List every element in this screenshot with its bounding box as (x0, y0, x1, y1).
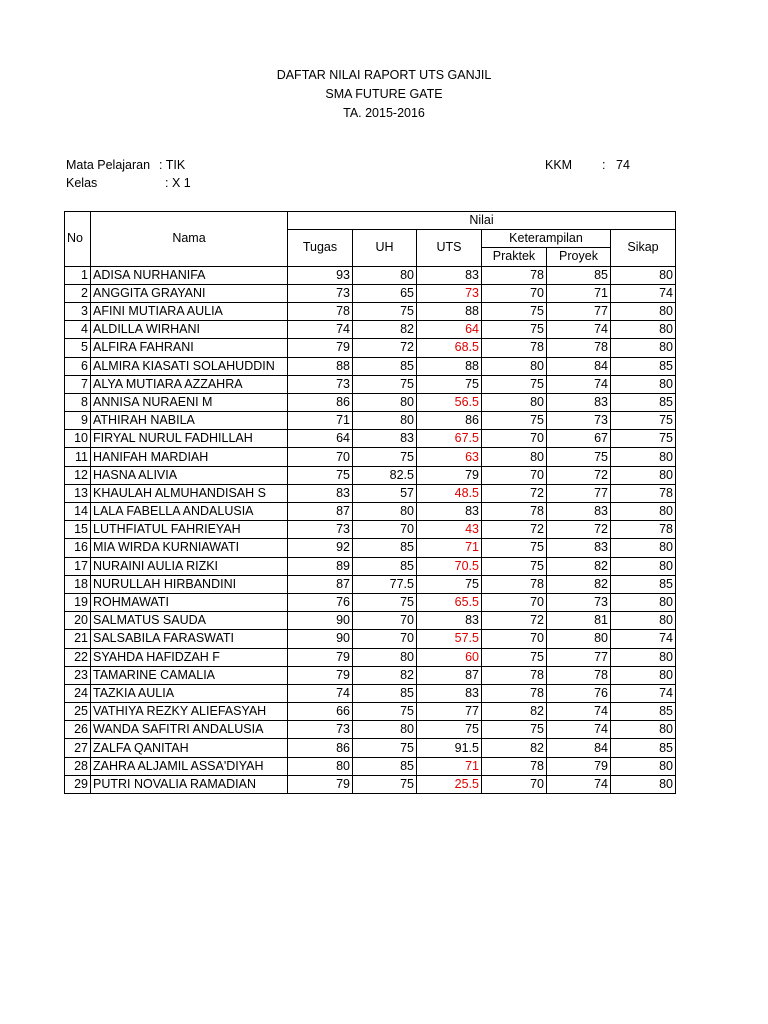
cell-proyek: 74 (547, 775, 611, 793)
cell-praktek: 80 (482, 448, 547, 466)
cell-uts: 68.5 (417, 339, 482, 357)
cell-proyek: 83 (547, 503, 611, 521)
cell-proyek: 77 (547, 648, 611, 666)
cell-praktek: 80 (482, 393, 547, 411)
cell-nama: FIRYAL NURUL FADHILLAH (91, 430, 288, 448)
cell-nama: ALYA MUTIARA AZZAHRA (91, 375, 288, 393)
cell-uh: 72 (353, 339, 417, 357)
cell-uts: 63 (417, 448, 482, 466)
table-row (65, 721, 676, 739)
table-row (65, 612, 676, 630)
cell-uh: 85 (353, 357, 417, 375)
cell-nama: AFINI MUTIARA AULIA (91, 302, 288, 320)
table-row (65, 466, 676, 484)
cell-praktek: 75 (482, 721, 547, 739)
cell-praktek: 72 (482, 484, 547, 502)
cell-praktek: 78 (482, 757, 547, 775)
cell-uh: 80 (353, 721, 417, 739)
cell-sikap: 80 (611, 666, 676, 684)
cell-uh: 75 (353, 739, 417, 757)
table-row (65, 412, 676, 430)
cell-uts: 43 (417, 521, 482, 539)
cell-uts: 75 (417, 721, 482, 739)
cell-no: 5 (65, 339, 91, 357)
cell-uts: 64 (417, 321, 482, 339)
cell-uh: 75 (353, 375, 417, 393)
cell-no: 23 (65, 666, 91, 684)
cell-sikap: 80 (611, 593, 676, 611)
cell-uh: 82.5 (353, 466, 417, 484)
cell-sikap: 74 (611, 630, 676, 648)
cell-proyek: 75 (547, 448, 611, 466)
cell-nama: TAMARINE CAMALIA (91, 666, 288, 684)
title-line-1: DAFTAR NILAI RAPORT UTS GANJIL (276, 68, 492, 82)
cell-no: 26 (65, 721, 91, 739)
cell-tugas: 64 (288, 430, 353, 448)
cell-nama: PUTRI NOVALIA RAMADIAN (91, 775, 288, 793)
cell-uts: 91.5 (417, 739, 482, 757)
table-row (65, 266, 676, 284)
cell-tugas: 76 (288, 593, 353, 611)
cell-tugas: 87 (288, 575, 353, 593)
table-row (65, 375, 676, 393)
cell-praktek: 70 (482, 430, 547, 448)
cell-sikap: 80 (611, 448, 676, 466)
table-row (65, 630, 676, 648)
cell-uh: 57 (353, 484, 417, 502)
col-uh-header: UH (353, 230, 417, 266)
cell-uh: 85 (353, 684, 417, 702)
cell-nama: KHAULAH ALMUHANDISAH S (91, 484, 288, 502)
col-nama-header: Nama (91, 212, 288, 267)
cell-proyek: 74 (547, 321, 611, 339)
cell-proyek: 80 (547, 630, 611, 648)
cell-uts: 73 (417, 284, 482, 302)
kkm-value: 74 (616, 158, 630, 172)
cell-proyek: 85 (547, 266, 611, 284)
cell-proyek: 71 (547, 284, 611, 302)
cell-tugas: 71 (288, 412, 353, 430)
cell-no: 6 (65, 357, 91, 375)
table-row (65, 484, 676, 502)
table-row (65, 430, 676, 448)
table-row (65, 539, 676, 557)
cell-sikap: 75 (611, 430, 676, 448)
cell-sikap: 74 (611, 684, 676, 702)
title-line-2: SMA FUTURE GATE (325, 87, 443, 101)
cell-proyek: 84 (547, 739, 611, 757)
cell-proyek: 82 (547, 575, 611, 593)
cell-proyek: 79 (547, 757, 611, 775)
cell-no: 27 (65, 739, 91, 757)
cell-proyek: 77 (547, 484, 611, 502)
cell-nama: ANNISA NURAENI M (91, 393, 288, 411)
cell-nama: VATHIYA REZKY ALIEFASYAH (91, 703, 288, 721)
cell-uh: 75 (353, 448, 417, 466)
cell-proyek: 81 (547, 612, 611, 630)
cell-proyek: 72 (547, 466, 611, 484)
cell-tugas: 66 (288, 703, 353, 721)
cell-no: 9 (65, 412, 91, 430)
cell-proyek: 76 (547, 684, 611, 702)
cell-uts: 79 (417, 466, 482, 484)
cell-praktek: 70 (482, 630, 547, 648)
cell-nama: ALDILLA WIRHANI (91, 321, 288, 339)
kkm-separator: : (602, 158, 606, 172)
cell-sikap: 85 (611, 739, 676, 757)
cell-nama: WANDA SAFITRI ANDALUSIA (91, 721, 288, 739)
cell-tugas: 73 (288, 521, 353, 539)
cell-praktek: 75 (482, 557, 547, 575)
cell-nama: SALSABILA FARASWATI (91, 630, 288, 648)
subject-label: Mata Pelajaran (66, 158, 151, 172)
class-value: : X 1 (165, 176, 191, 190)
cell-praktek: 70 (482, 775, 547, 793)
cell-uts: 75 (417, 575, 482, 593)
cell-nama: ANGGITA GRAYANI (91, 284, 288, 302)
cell-uts: 48.5 (417, 484, 482, 502)
cell-sikap: 80 (611, 721, 676, 739)
cell-tugas: 88 (288, 357, 353, 375)
cell-uts: 83 (417, 684, 482, 702)
cell-tugas: 74 (288, 684, 353, 702)
cell-uh: 70 (353, 612, 417, 630)
cell-sikap: 78 (611, 521, 676, 539)
cell-nama: ADISA NURHANIFA (91, 266, 288, 284)
cell-no: 20 (65, 612, 91, 630)
cell-nama: SALMATUS SAUDA (91, 612, 288, 630)
grades-table (64, 211, 676, 794)
table-row (65, 775, 676, 793)
document-title (0, 66, 768, 123)
cell-no: 29 (65, 775, 91, 793)
table-row (65, 593, 676, 611)
cell-proyek: 83 (547, 393, 611, 411)
cell-uh: 82 (353, 321, 417, 339)
cell-uts: 88 (417, 357, 482, 375)
cell-uts: 87 (417, 666, 482, 684)
cell-uts: 88 (417, 302, 482, 320)
col-sikap-header: Sikap (611, 230, 676, 266)
cell-tugas: 90 (288, 612, 353, 630)
cell-tugas: 89 (288, 557, 353, 575)
cell-nama: MIA WIRDA KURNIAWATI (91, 539, 288, 557)
cell-praktek: 78 (482, 339, 547, 357)
cell-nama: LUTHFIATUL FAHRIEYAH (91, 521, 288, 539)
cell-uh: 75 (353, 703, 417, 721)
cell-tugas: 83 (288, 484, 353, 502)
cell-praktek: 78 (482, 575, 547, 593)
cell-nama: HASNA ALIVIA (91, 466, 288, 484)
cell-proyek: 77 (547, 302, 611, 320)
cell-praktek: 78 (482, 666, 547, 684)
cell-uh: 85 (353, 557, 417, 575)
cell-tugas: 79 (288, 775, 353, 793)
cell-proyek: 83 (547, 539, 611, 557)
cell-no: 25 (65, 703, 91, 721)
cell-nama: LALA FABELLA ANDALUSIA (91, 503, 288, 521)
cell-uts: 25.5 (417, 775, 482, 793)
cell-sikap: 80 (611, 648, 676, 666)
cell-sikap: 80 (611, 339, 676, 357)
cell-proyek: 74 (547, 703, 611, 721)
table-row (65, 503, 676, 521)
cell-uts: 83 (417, 503, 482, 521)
table-row (65, 648, 676, 666)
cell-tugas: 87 (288, 503, 353, 521)
cell-no: 24 (65, 684, 91, 702)
cell-praktek: 82 (482, 739, 547, 757)
cell-nama: ALFIRA FAHRANI (91, 339, 288, 357)
cell-sikap: 80 (611, 503, 676, 521)
cell-uh: 70 (353, 630, 417, 648)
table-row (65, 357, 676, 375)
cell-nama: ZALFA QANITAH (91, 739, 288, 757)
cell-praktek: 70 (482, 593, 547, 611)
table-row (65, 302, 676, 320)
cell-uh: 75 (353, 593, 417, 611)
cell-nama: SYAHDA HAFIDZAH F (91, 648, 288, 666)
cell-sikap: 85 (611, 393, 676, 411)
table-row (65, 284, 676, 302)
table-row (65, 557, 676, 575)
cell-no: 14 (65, 503, 91, 521)
col-proyek-header: Proyek (547, 248, 611, 266)
cell-proyek: 72 (547, 521, 611, 539)
cell-sikap: 80 (611, 612, 676, 630)
cell-tugas: 74 (288, 321, 353, 339)
title-line-3: TA. 2015-2016 (343, 106, 425, 120)
cell-uh: 82 (353, 666, 417, 684)
cell-uh: 65 (353, 284, 417, 302)
cell-uh: 83 (353, 430, 417, 448)
cell-nama: HANIFAH MARDIAH (91, 448, 288, 466)
cell-no: 16 (65, 539, 91, 557)
cell-sikap: 80 (611, 375, 676, 393)
table-row (65, 575, 676, 593)
cell-sikap: 80 (611, 321, 676, 339)
cell-nama: ALMIRA KIASATI SOLAHUDDIN (91, 357, 288, 375)
cell-nama: NURAINI AULIA RIZKI (91, 557, 288, 575)
cell-praktek: 75 (482, 375, 547, 393)
cell-sikap: 80 (611, 466, 676, 484)
cell-uh: 70 (353, 521, 417, 539)
cell-sikap: 85 (611, 357, 676, 375)
cell-no: 17 (65, 557, 91, 575)
cell-uts: 67.5 (417, 430, 482, 448)
table-row (65, 321, 676, 339)
col-uts-header: UTS (417, 230, 482, 266)
cell-tugas: 86 (288, 739, 353, 757)
cell-praktek: 75 (482, 412, 547, 430)
col-no-header: No (65, 212, 91, 267)
cell-tugas: 70 (288, 448, 353, 466)
cell-no: 19 (65, 593, 91, 611)
cell-praktek: 75 (482, 648, 547, 666)
cell-nama: TAZKIA AULIA (91, 684, 288, 702)
cell-tugas: 78 (288, 302, 353, 320)
cell-nama: ROHMAWATI (91, 593, 288, 611)
cell-tugas: 79 (288, 666, 353, 684)
cell-tugas: 90 (288, 630, 353, 648)
cell-proyek: 82 (547, 557, 611, 575)
table-row (65, 393, 676, 411)
cell-tugas: 80 (288, 757, 353, 775)
table-row (65, 448, 676, 466)
cell-uts: 57.5 (417, 630, 482, 648)
cell-sikap: 80 (611, 757, 676, 775)
cell-no: 28 (65, 757, 91, 775)
col-praktek-header: Praktek (482, 248, 547, 266)
cell-sikap: 80 (611, 302, 676, 320)
cell-tugas: 93 (288, 266, 353, 284)
cell-no: 15 (65, 521, 91, 539)
cell-sikap: 85 (611, 575, 676, 593)
cell-uh: 80 (353, 503, 417, 521)
cell-proyek: 73 (547, 412, 611, 430)
cell-praktek: 70 (482, 466, 547, 484)
col-tugas-header: Tugas (288, 230, 353, 266)
cell-uts: 70.5 (417, 557, 482, 575)
cell-uh: 80 (353, 393, 417, 411)
cell-proyek: 78 (547, 666, 611, 684)
col-nilai-header: Nilai (288, 212, 676, 230)
table-row (65, 521, 676, 539)
subject-value: : TIK (159, 158, 186, 172)
cell-uts: 86 (417, 412, 482, 430)
cell-praktek: 70 (482, 284, 547, 302)
table-row (65, 703, 676, 721)
cell-no: 10 (65, 430, 91, 448)
cell-praktek: 75 (482, 321, 547, 339)
col-keterampilan-header: Keterampilan (482, 230, 611, 248)
cell-nama: NURULLAH HIRBANDINI (91, 575, 288, 593)
cell-no: 3 (65, 302, 91, 320)
cell-uts: 71 (417, 757, 482, 775)
cell-nama: ZAHRA ALJAMIL ASSA'DIYAH (91, 757, 288, 775)
cell-sikap: 80 (611, 775, 676, 793)
cell-uts: 56.5 (417, 393, 482, 411)
cell-tugas: 73 (288, 284, 353, 302)
cell-nama: ATHIRAH NABILA (91, 412, 288, 430)
cell-sikap: 75 (611, 412, 676, 430)
cell-praktek: 82 (482, 703, 547, 721)
cell-uh: 80 (353, 412, 417, 430)
cell-no: 21 (65, 630, 91, 648)
cell-uts: 75 (417, 375, 482, 393)
cell-uts: 83 (417, 612, 482, 630)
cell-uh: 80 (353, 648, 417, 666)
cell-praktek: 72 (482, 521, 547, 539)
cell-praktek: 78 (482, 684, 547, 702)
cell-no: 8 (65, 393, 91, 411)
cell-proyek: 67 (547, 430, 611, 448)
cell-no: 2 (65, 284, 91, 302)
cell-praktek: 72 (482, 612, 547, 630)
table-header (65, 212, 676, 267)
cell-tugas: 73 (288, 375, 353, 393)
cell-uh: 85 (353, 539, 417, 557)
class-label: Kelas (66, 176, 98, 190)
table-body (65, 266, 676, 793)
cell-uh: 75 (353, 302, 417, 320)
cell-proyek: 73 (547, 593, 611, 611)
cell-no: 7 (65, 375, 91, 393)
cell-no: 1 (65, 266, 91, 284)
cell-tugas: 79 (288, 648, 353, 666)
cell-no: 13 (65, 484, 91, 502)
cell-tugas: 79 (288, 339, 353, 357)
table-row (65, 739, 676, 757)
cell-praktek: 80 (482, 357, 547, 375)
table-row (65, 339, 676, 357)
cell-proyek: 74 (547, 721, 611, 739)
cell-no: 18 (65, 575, 91, 593)
cell-uh: 80 (353, 266, 417, 284)
cell-proyek: 74 (547, 375, 611, 393)
cell-uts: 71 (417, 539, 482, 557)
cell-praktek: 75 (482, 302, 547, 320)
cell-no: 22 (65, 648, 91, 666)
cell-uh: 77.5 (353, 575, 417, 593)
cell-tugas: 75 (288, 466, 353, 484)
cell-tugas: 92 (288, 539, 353, 557)
cell-uts: 83 (417, 266, 482, 284)
cell-sikap: 85 (611, 703, 676, 721)
cell-proyek: 78 (547, 339, 611, 357)
cell-praktek: 78 (482, 266, 547, 284)
cell-uts: 77 (417, 703, 482, 721)
cell-uh: 75 (353, 775, 417, 793)
cell-proyek: 84 (547, 357, 611, 375)
cell-sikap: 80 (611, 557, 676, 575)
table-row (65, 666, 676, 684)
cell-uts: 65.5 (417, 593, 482, 611)
table-row (65, 757, 676, 775)
cell-uh: 85 (353, 757, 417, 775)
table-row (65, 684, 676, 702)
cell-sikap: 80 (611, 539, 676, 557)
cell-sikap: 78 (611, 484, 676, 502)
cell-no: 4 (65, 321, 91, 339)
cell-praktek: 75 (482, 539, 547, 557)
cell-no: 12 (65, 466, 91, 484)
cell-sikap: 74 (611, 284, 676, 302)
cell-sikap: 80 (611, 266, 676, 284)
kkm-label: KKM (545, 158, 573, 172)
cell-no: 11 (65, 448, 91, 466)
cell-praktek: 78 (482, 503, 547, 521)
cell-uts: 60 (417, 648, 482, 666)
cell-tugas: 86 (288, 393, 353, 411)
cell-tugas: 73 (288, 721, 353, 739)
